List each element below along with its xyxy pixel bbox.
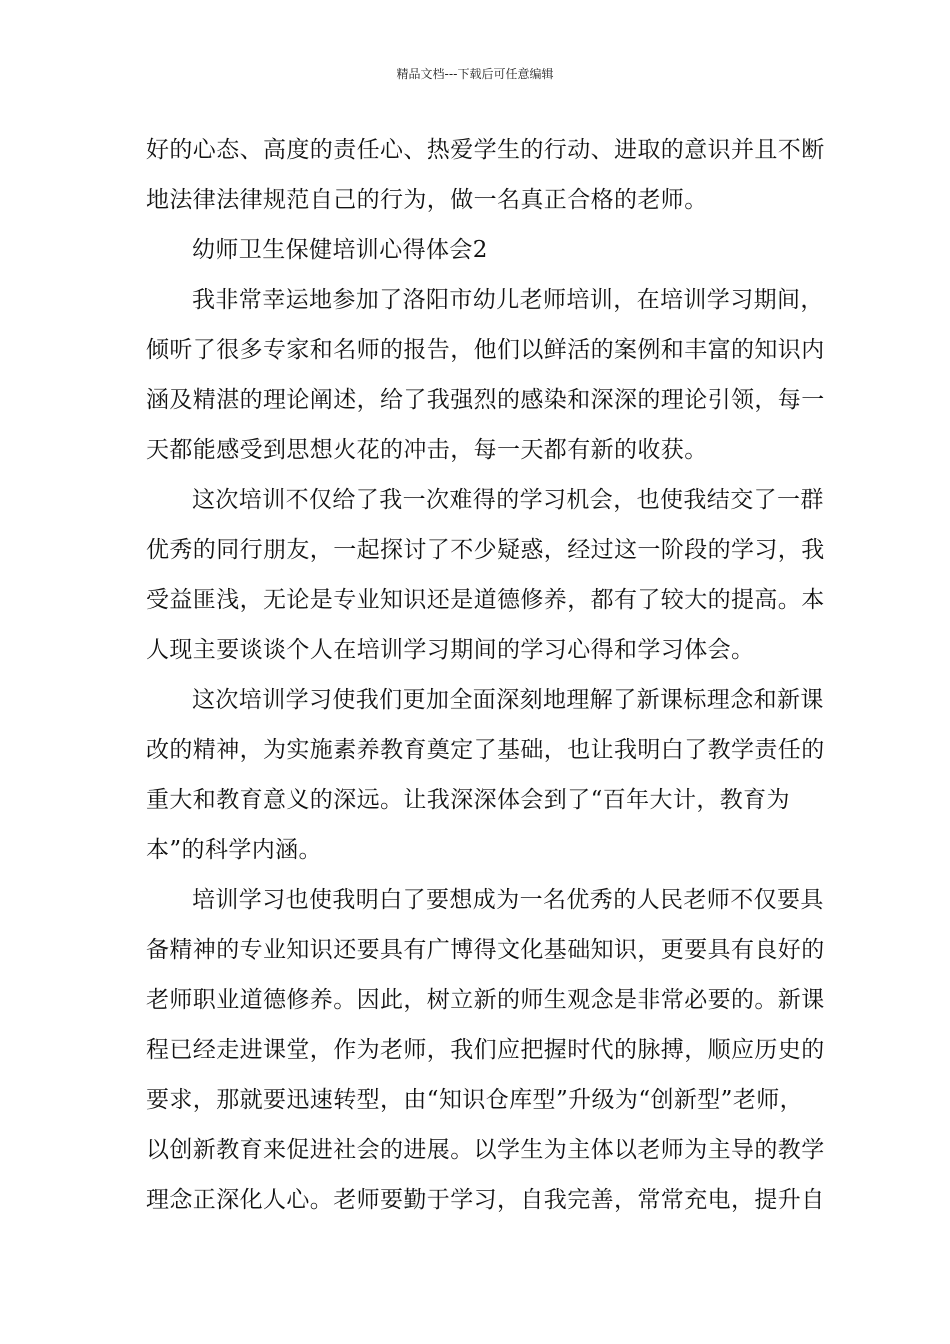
text-line: 备精神的专业知识还要具有广博得文化基础知识，更要具有良好的 xyxy=(146,937,825,963)
text-line: 老师职业道德修养。因此，树立新的师生观念是非常必要的。新课 xyxy=(146,987,825,1013)
text-line: 天都能感受到思想火花的冲击，每一天都有新的收获。 xyxy=(146,437,708,463)
text-line: 理念正深化人心。老师要勤于学习，自我完善，常常充电，提升自 xyxy=(146,1187,825,1213)
paragraph-first-line: 这次培训学习使我们更加全面深刻地理解了新课标理念和新课 xyxy=(192,687,824,713)
text-line: 人现主要谈谈个人在培训学习期间的学习心得和学习体会。 xyxy=(146,637,755,663)
text-line: 以创新教育来促进社会的进展。以学生为主体以老师为主导的教学 xyxy=(146,1137,825,1163)
page-header: 精品文档---下载后可任意编辑 xyxy=(396,67,554,81)
paragraph-first-line: 这次培训不仅给了我一次难得的学习机会，也使我结交了一群 xyxy=(192,487,824,513)
paragraph-first-line: 我非常幸运地参加了洛阳市幼儿老师培训，在培训学习期间， xyxy=(192,287,824,313)
section-heading: 幼师卫生保健培训心得体会2 xyxy=(192,237,488,263)
text-line: 涵及精湛的理论阐述，给了我强烈的感染和深深的理论引领，每一 xyxy=(146,387,825,413)
text-line: 受益匪浅，无论是专业知识还是道德修养，都有了较大的提高。本 xyxy=(146,587,825,613)
text-line: 优秀的同行朋友，一起探讨了不少疑惑，经过这一阶段的学习，我 xyxy=(146,537,825,563)
text-line: 重大和教育意义的深远。让我深深体会到了“百年大计，教育为 xyxy=(146,787,790,813)
paragraph-first-line: 培训学习也使我明白了要想成为一名优秀的人民老师不仅要具 xyxy=(192,887,824,913)
text-line: 好的心态、高度的责任心、热爱学生的行动、进取的意识并且不断 xyxy=(146,137,825,163)
text-line: 改的精神，为实施素养教育奠定了基础，也让我明白了教学责任的 xyxy=(146,737,825,763)
text-line: 程已经走进课堂，作为老师，我们应把握时代的脉搏，顺应历史的 xyxy=(146,1037,825,1063)
text-line: 倾听了很多专家和名师的报告，他们以鲜活的案例和丰富的知识内 xyxy=(146,337,825,363)
text-line: 要求，那就要迅速转型，由“知识仓库型”升级为“创新型”老师， xyxy=(146,1087,804,1113)
text-line: 地法律法律规范自己的行为，做一名真正合格的老师。 xyxy=(146,187,708,213)
text-line: 本”的科学内涵。 xyxy=(146,837,322,863)
